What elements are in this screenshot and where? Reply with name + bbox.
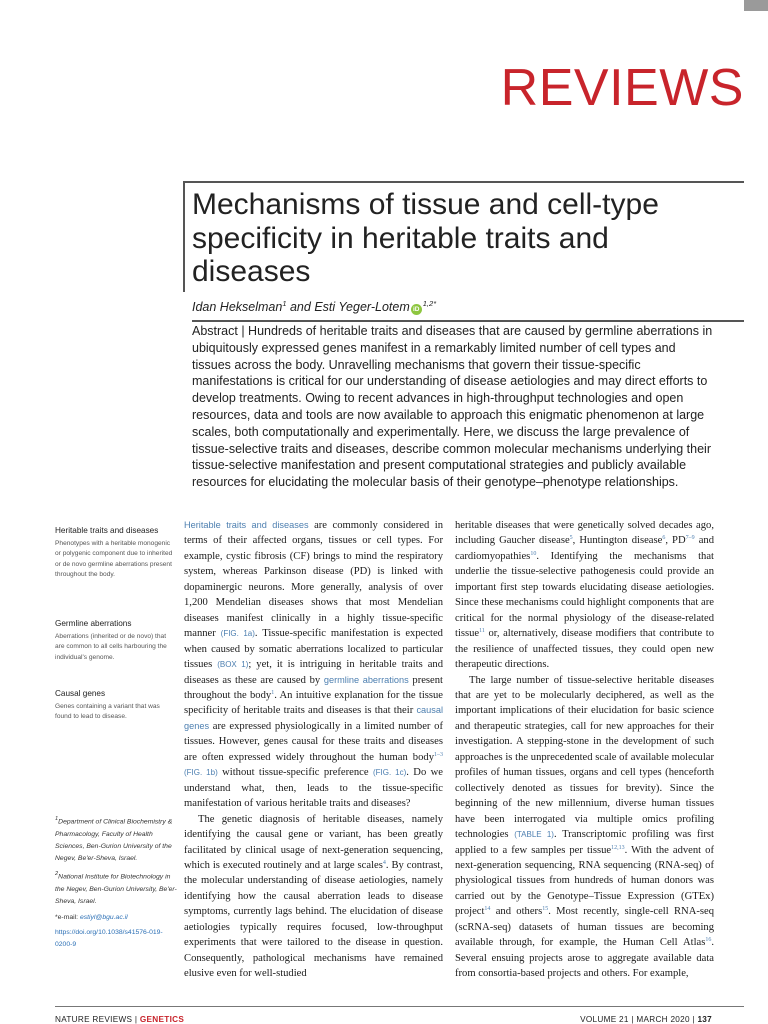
footer-rule bbox=[55, 1006, 744, 1007]
citation-link[interactable]: 1–3 bbox=[434, 751, 443, 758]
box-ref-link[interactable]: (BOX 1) bbox=[217, 660, 249, 670]
affiliation-1-text: Department of Clinical Biochemistry & Pharmacology, Faculty of Health Sciences, Ben-Gurion University of the Negev, Be'er-Sheva, Israel. bbox=[55, 818, 173, 863]
author-2-affil: 1,2 bbox=[422, 299, 434, 308]
citation-link[interactable]: 16 bbox=[705, 937, 712, 944]
body-column-1 bbox=[184, 518, 443, 982]
abstract-text: Hundreds of heritable traits and diseases that are caused by germline aberrations in ubiquitously expressed genes manifest in a remarkably limited number of cell types and tissues across the body. Unravelling mechanisms that govern their tissue-specific manifestations is critical for our understanding of disease aetiologies and may direct efforts to develop treatments. Owing to recent advances in high-throughput technologies and open resources, data and tools are now available to approach this enigmatic phenomenon at large scales, both computationally and experimentally. Here, we discuss the large prevalence of tissue-selective traits and diseases, describe common molecular mechanisms underlying their tissue-selective manifestation and present computational strategies and publicly available resources for elucidating the molecular basis of their genotype–phenotype relationships. bbox=[192, 324, 713, 490]
affiliation-2-number: 2 bbox=[55, 871, 59, 878]
affiliation-2 bbox=[55, 868, 180, 908]
glossary-sidebar-3 bbox=[55, 689, 177, 731]
glossary-term: Causal genes bbox=[55, 689, 106, 698]
text-run: The genetic diagnosis of heritable diseases, namely identifying the causal gene or variant, has been greatly facilitated by clinical usage of next-generation sequencing, which is executed routinely and at large scales bbox=[184, 813, 443, 871]
abstract bbox=[192, 323, 714, 491]
glossary-entry bbox=[55, 689, 177, 723]
text-run: . Most recently, single-cell RNA-seq (scRNA-seq) datasets of human tissues are becoming available through, for example, the Human Cell Atlas bbox=[455, 906, 714, 949]
affiliation-2-text: National Institute for Biotechnology in the Negev, Ben-Gurion University, Be'er-Sheva, Israel. bbox=[55, 873, 177, 906]
citation-link[interactable]: 15 bbox=[542, 906, 549, 913]
citation-link[interactable]: 1 bbox=[271, 689, 275, 696]
glossary-link[interactable]: Heritable traits and diseases bbox=[184, 520, 309, 530]
abstract-label: Abstract | bbox=[192, 324, 245, 338]
text-run: , Huntington disease bbox=[572, 535, 663, 547]
orcid-icon[interactable]: iD bbox=[411, 304, 422, 315]
citation-link[interactable]: 6 bbox=[662, 535, 666, 542]
author-2[interactable]: Esti Yeger-Lotem bbox=[314, 300, 410, 315]
corresponding-star: * bbox=[433, 299, 437, 308]
paragraph bbox=[184, 518, 443, 812]
citation-link[interactable]: 4 bbox=[382, 859, 386, 866]
text-run: heritable diseases that were genetically solved decades ago, including Gaucher disease bbox=[455, 520, 714, 547]
text-run: . Several ensuing projects arose to aggregate available data from consortia-based projects and others. For example, bbox=[455, 937, 714, 980]
author-1[interactable]: Idan Hekselman bbox=[192, 300, 283, 315]
paragraph bbox=[184, 812, 443, 982]
affiliations bbox=[55, 813, 180, 955]
glossary-link[interactable]: causal genes bbox=[184, 705, 443, 731]
email-label: *e-mail: bbox=[55, 913, 80, 921]
corner-tab bbox=[744, 0, 768, 11]
author-1-affil: 1 bbox=[282, 299, 287, 308]
table-ref-link[interactable]: (TABLE 1) bbox=[514, 830, 554, 840]
author-rule bbox=[192, 320, 744, 322]
figure-ref-link[interactable]: (FIG. 1c) bbox=[372, 768, 407, 778]
footer-issue bbox=[580, 1015, 712, 1024]
text-run: are commonly considered in terms of their affected organs, tissues or cell types. For example, cystic fibrosis (CF) brings to mind the respiratory system, whereas Parkinson disease (PD) is linked with dopaminergic neurons. More generally, analysis of over 1,200 Mendelian diseases shows that most Mendelian diseases manifest clinically in a highly tissue-specific manner bbox=[184, 520, 443, 640]
glossary-term: Heritable traits and diseases bbox=[55, 526, 159, 535]
glossary-sidebar-2 bbox=[55, 619, 177, 671]
footer-journal bbox=[55, 1015, 184, 1024]
glossary-link[interactable]: germline aberrations bbox=[323, 674, 409, 685]
text-run: or, alternatively, disease modifiers that contribute to the resilience of unaffected tissues, they could open new therapeutic directions. bbox=[455, 628, 714, 671]
text-run: . Transcriptomic profiling was first applied to a few samples per tissue bbox=[455, 829, 714, 856]
citation-link[interactable]: 5 bbox=[569, 535, 573, 542]
text-run: and cardiomyopathies bbox=[455, 535, 714, 562]
text-run: . By contrast, the molecular understanding of disease aetiologies, namely identifying how the causal aberration leads to disease symptoms, currently lags behind. The elucidation of disease aetiologies typically requires focused, low-throughput experiments that were tailored to the disease in question. Consequently, pathological mechanisms have remained elusive even for well-studied bbox=[184, 859, 443, 980]
text-run: . Do we understand what, then, leads to the tissue-specific manifestation of various heritable traits and diseases? bbox=[184, 767, 443, 810]
glossary-definition: Genes containing a variant that was found to lead to disease. bbox=[55, 702, 160, 721]
citation-link[interactable]: 11 bbox=[479, 628, 485, 635]
paragraph bbox=[455, 518, 714, 673]
glossary-definition: Phenotypes with a heritable monogenic or polygenic component due to inherited or de novo germline aberrations present throughout the body. bbox=[55, 539, 173, 579]
glossary-definition: Aberrations (inherited or de novo) that are common to all cells harbouring the individual's genome. bbox=[55, 632, 167, 661]
text-run: without tissue-specific preference bbox=[217, 767, 373, 779]
glossary-term: Germline aberrations bbox=[55, 619, 132, 628]
citation-link[interactable]: 7–9 bbox=[685, 535, 695, 542]
journal-section: GENETICS bbox=[139, 1015, 185, 1024]
text-run: present throughout the body bbox=[184, 674, 443, 701]
doi-link[interactable]: https://doi.org/10.1038/s41576-019-0200-9 bbox=[55, 928, 163, 949]
page-number: 137 bbox=[697, 1015, 712, 1024]
text-run: . Tissue-specific manifestation is expected when caused by somatic aberrations localized to particular tissues bbox=[184, 628, 443, 671]
paragraph bbox=[455, 673, 714, 982]
author-conjunction: and bbox=[286, 300, 315, 315]
figure-ref-link[interactable]: (FIG. 1b) bbox=[184, 768, 218, 778]
title-top-rule bbox=[183, 181, 744, 183]
glossary-entry bbox=[55, 619, 177, 663]
email-link[interactable]: estiyl@bgu.ac.il bbox=[79, 913, 128, 921]
footer-separator: | bbox=[132, 1015, 140, 1024]
text-run: . With the advent of next-generation sequencing, RNA sequencing (RNA-seq) of physiological tissues from hundreds of human donors was carried out by the Genotype–Tissue Expression (GTEx) project bbox=[455, 844, 714, 918]
citation-link[interactable]: 14 bbox=[484, 906, 491, 913]
title-side-rule bbox=[183, 181, 185, 292]
affiliation-1-number: 1 bbox=[55, 816, 59, 822]
citation-link[interactable]: 10 bbox=[530, 550, 537, 557]
text-run: , PD bbox=[665, 535, 686, 547]
email-line bbox=[55, 912, 180, 924]
body-column-2 bbox=[455, 518, 714, 982]
text-run: and others bbox=[490, 906, 543, 918]
glossary-sidebar bbox=[55, 526, 177, 589]
text-run: are expressed physiologically in a limited number of tissues. However, genes causal for these traits and diseases are often expressed widely throughout the human body bbox=[184, 720, 443, 763]
citation-link[interactable]: 12,13 bbox=[611, 844, 625, 851]
section-label: REVIEWS bbox=[500, 59, 744, 117]
volume-issue: VOLUME 21 | MARCH 2020 | bbox=[580, 1015, 698, 1024]
author-line bbox=[192, 299, 436, 315]
text-run: . Identifying the mechanisms that underlie the tissue-selective pathogenesis could provide an important first step towards elucidating disease aetiologies. Since these mechanisms could highlight components that are critical for the normal physiology of the disease-related tissue bbox=[455, 550, 714, 640]
text-run: ; yet, it is intriguing in heritable traits and diseases as these are caused by bbox=[184, 659, 443, 686]
article-title: Mechanisms of tissue and cell-type specificity in heritable traits and diseases bbox=[192, 188, 659, 288]
journal-name: NATURE REVIEWS bbox=[55, 1015, 133, 1024]
affiliation-1 bbox=[55, 813, 180, 865]
figure-ref-link[interactable]: (FIG. 1a) bbox=[220, 629, 255, 639]
text-run: The large number of tissue-selective heritable diseases that are yet to be molecularly deciphered, as well as the important implications of their elucidation for basic science and therapeutic strategies, call for new approaches for their investigation. A stepping-stone in the development of such approaches is the unprecedented scale of available molecular profiles of human tissues, organs and cell types (henceforth collectively denoted as tissues for brevity). Since the beginning of the new millennium, diverse human tissues have been interrogated via multiple omics profiling technologies bbox=[455, 674, 714, 841]
glossary-entry bbox=[55, 526, 177, 581]
text-run: . An intuitive explanation for the tissue specificity of heritable traits and diseases is that their bbox=[184, 689, 444, 717]
